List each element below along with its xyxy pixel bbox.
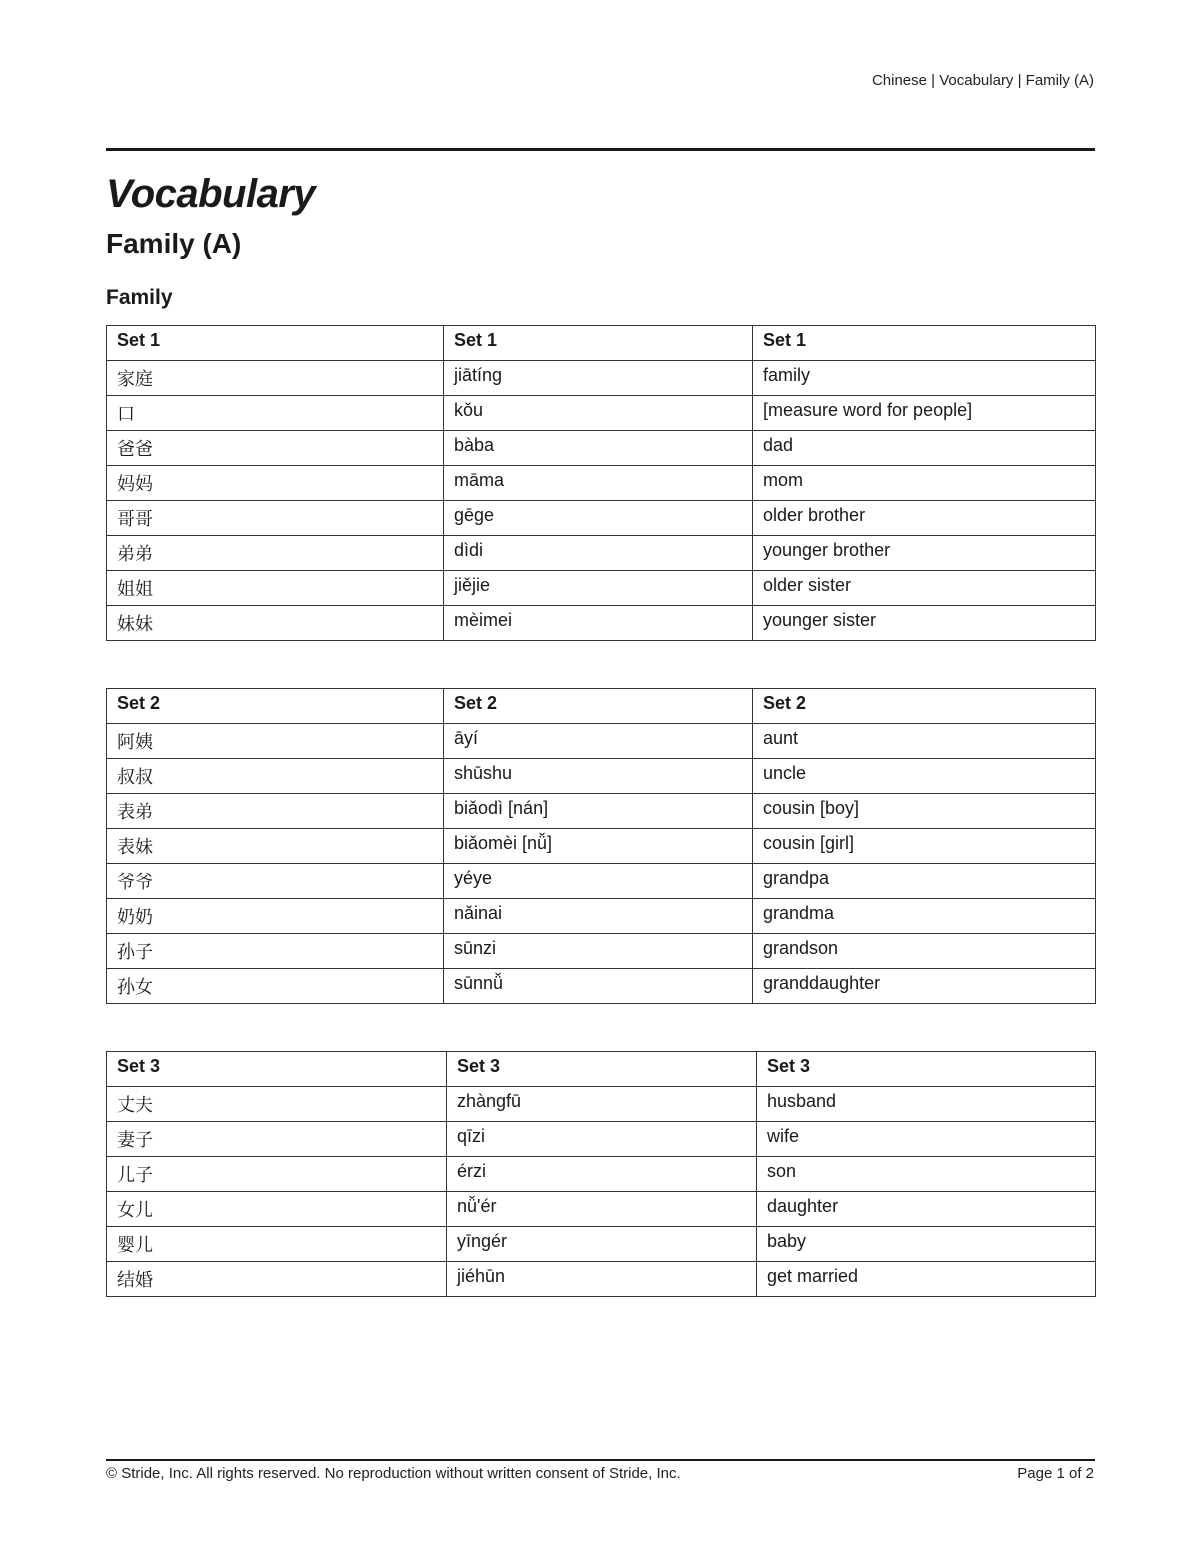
table-row — [107, 1157, 1096, 1192]
cell-english: grandpa — [753, 864, 1096, 899]
cell-english: family — [753, 361, 1096, 396]
cell-hanzi: 妻子 — [107, 1122, 447, 1157]
cell-hanzi: 阿姨 — [107, 724, 444, 759]
page-title: Vocabulary — [106, 172, 316, 216]
cell-english: mom — [753, 466, 1096, 501]
table-row — [107, 724, 1096, 759]
cell-english: cousin [boy] — [753, 794, 1096, 829]
cell-pinyin: biǎomèi [nǚ] — [444, 829, 753, 864]
cell-pinyin: nǚ'ér — [447, 1192, 757, 1227]
cell-hanzi: 妹妹 — [107, 606, 444, 641]
cell-hanzi: 孙子 — [107, 934, 444, 969]
cell-pinyin: biǎodì [nán] — [444, 794, 753, 829]
cell-hanzi: 婴儿 — [107, 1227, 447, 1262]
cell-english: grandson — [753, 934, 1096, 969]
table-row — [107, 536, 1096, 571]
cell-hanzi: 弟弟 — [107, 536, 444, 571]
cell-pinyin: kǒu — [444, 396, 753, 431]
vocab-table-set-3 — [106, 1051, 1096, 1297]
page-number: Page 1 of 2 — [1017, 1465, 1094, 1482]
cell-english: older brother — [753, 501, 1096, 536]
cell-english: get married — [757, 1262, 1096, 1297]
table-row — [107, 396, 1096, 431]
cell-pinyin: gēge — [444, 501, 753, 536]
cell-english: dad — [753, 431, 1096, 466]
table-row — [107, 969, 1096, 1004]
table-row — [107, 899, 1096, 934]
cell-english: wife — [757, 1122, 1096, 1157]
cell-english: older sister — [753, 571, 1096, 606]
cell-english: grandma — [753, 899, 1096, 934]
cell-english: cousin [girl] — [753, 829, 1096, 864]
cell-english: baby — [757, 1227, 1096, 1262]
footer-divider — [106, 1459, 1095, 1461]
column-header-english: Set 2 — [753, 689, 1096, 724]
table-row — [107, 1087, 1096, 1122]
cell-hanzi: 家庭 — [107, 361, 444, 396]
cell-hanzi: 爷爷 — [107, 864, 444, 899]
cell-english: granddaughter — [753, 969, 1096, 1004]
cell-hanzi: 表弟 — [107, 794, 444, 829]
table-row — [107, 466, 1096, 501]
cell-english: [measure word for people] — [753, 396, 1096, 431]
cell-english: uncle — [753, 759, 1096, 794]
table-row — [107, 934, 1096, 969]
cell-pinyin: dìdi — [444, 536, 753, 571]
table-row — [107, 1192, 1096, 1227]
cell-pinyin: mèimei — [444, 606, 753, 641]
table-header-row — [107, 1052, 1096, 1087]
cell-pinyin: māma — [444, 466, 753, 501]
column-header-hanzi: Set 3 — [107, 1052, 447, 1087]
cell-pinyin: sūnzi — [444, 934, 753, 969]
cell-english: aunt — [753, 724, 1096, 759]
table-row — [107, 829, 1096, 864]
cell-pinyin: bàba — [444, 431, 753, 466]
cell-hanzi: 叔叔 — [107, 759, 444, 794]
table-row — [107, 1122, 1096, 1157]
footer-copyright: © Stride, Inc. All rights reserved. No reproduction without written consent of Stride, Inc. — [106, 1465, 681, 1482]
page-subtitle: Family (A) — [106, 228, 242, 259]
cell-english: daughter — [757, 1192, 1096, 1227]
cell-english: younger brother — [753, 536, 1096, 571]
cell-pinyin: sūnnǚ — [444, 969, 753, 1004]
table-row — [107, 431, 1096, 466]
header-divider — [106, 148, 1095, 151]
cell-hanzi: 表妹 — [107, 829, 444, 864]
table-row — [107, 864, 1096, 899]
cell-hanzi: 妈妈 — [107, 466, 444, 501]
cell-hanzi: 奶奶 — [107, 899, 444, 934]
table-row — [107, 1227, 1096, 1262]
table-row — [107, 794, 1096, 829]
cell-english: younger sister — [753, 606, 1096, 641]
column-header-pinyin: Set 3 — [447, 1052, 757, 1087]
table-row — [107, 361, 1096, 396]
table-row — [107, 606, 1096, 641]
cell-hanzi: 孙女 — [107, 969, 444, 1004]
cell-hanzi: 爸爸 — [107, 431, 444, 466]
column-header-pinyin: Set 2 — [444, 689, 753, 724]
cell-pinyin: qīzi — [447, 1122, 757, 1157]
cell-english: son — [757, 1157, 1096, 1192]
column-header-english: Set 3 — [757, 1052, 1096, 1087]
cell-pinyin: nǎinai — [444, 899, 753, 934]
table-row — [107, 1262, 1096, 1297]
cell-hanzi: 结婚 — [107, 1262, 447, 1297]
table-header-row — [107, 689, 1096, 724]
cell-hanzi: 哥哥 — [107, 501, 444, 536]
section-heading: Family — [106, 286, 173, 309]
cell-pinyin: jiéhūn — [447, 1262, 757, 1297]
table-header-row — [107, 326, 1096, 361]
cell-pinyin: jiějie — [444, 571, 753, 606]
table-row — [107, 501, 1096, 536]
table-row — [107, 571, 1096, 606]
vocab-table-set-1 — [106, 325, 1096, 641]
cell-hanzi: 儿子 — [107, 1157, 447, 1192]
column-header-hanzi: Set 1 — [107, 326, 444, 361]
column-header-hanzi: Set 2 — [107, 689, 444, 724]
cell-pinyin: yīngér — [447, 1227, 757, 1262]
cell-pinyin: shūshu — [444, 759, 753, 794]
cell-hanzi: 丈夫 — [107, 1087, 447, 1122]
cell-pinyin: yéye — [444, 864, 753, 899]
cell-pinyin: jiātíng — [444, 361, 753, 396]
cell-pinyin: érzi — [447, 1157, 757, 1192]
cell-hanzi: 口 — [107, 396, 444, 431]
table-row — [107, 759, 1096, 794]
column-header-pinyin: Set 1 — [444, 326, 753, 361]
cell-english: husband — [757, 1087, 1096, 1122]
column-header-english: Set 1 — [753, 326, 1096, 361]
vocab-table-set-2 — [106, 688, 1096, 1004]
cell-pinyin: zhàngfū — [447, 1087, 757, 1122]
running-header: Chinese | Vocabulary | Family (A) — [871, 72, 1094, 89]
cell-pinyin: āyí — [444, 724, 753, 759]
cell-hanzi: 女儿 — [107, 1192, 447, 1227]
cell-hanzi: 姐姐 — [107, 571, 444, 606]
